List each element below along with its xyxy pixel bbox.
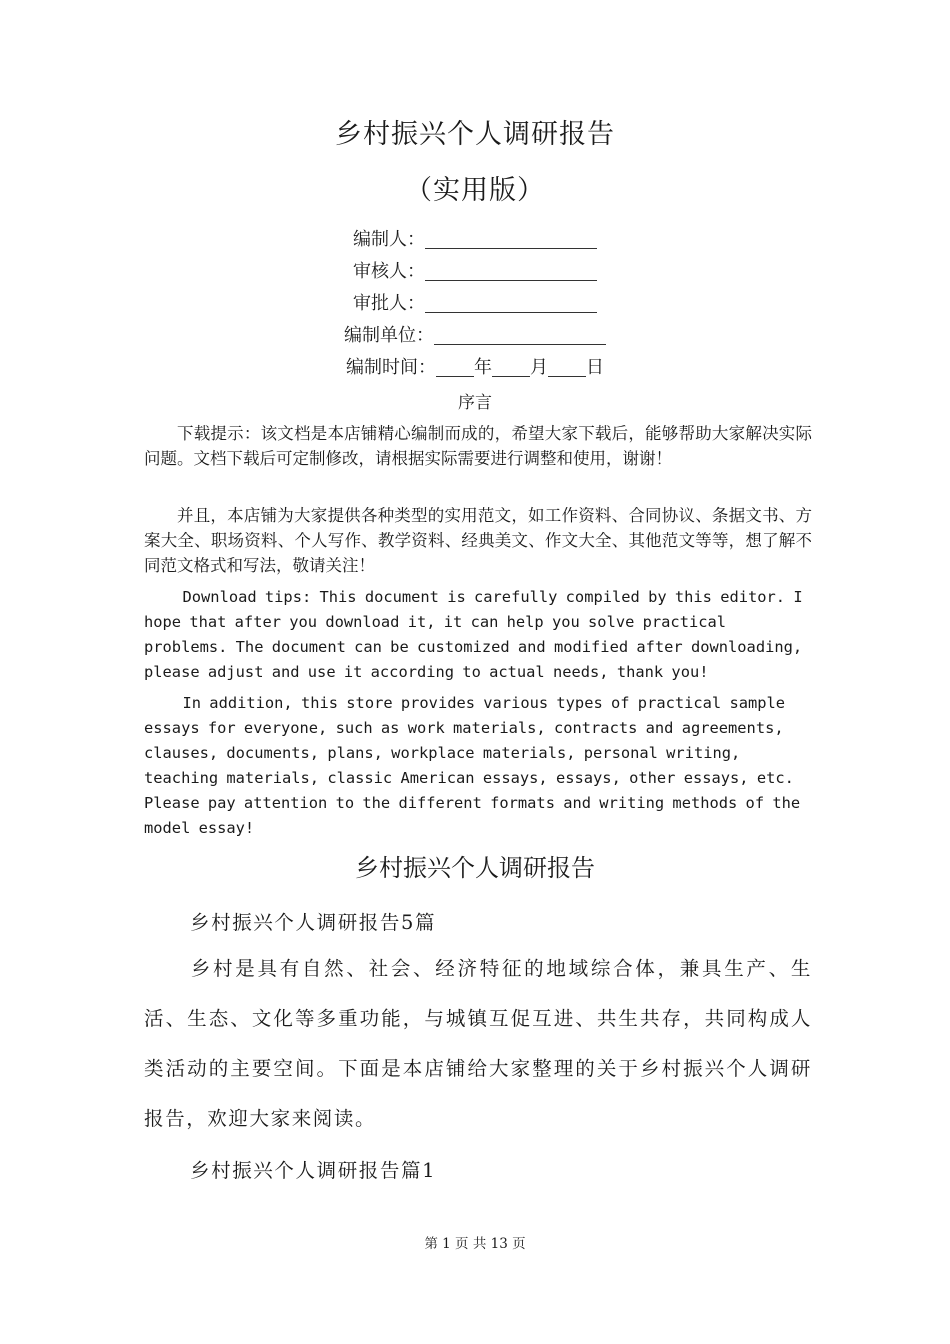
page-footer: 第 1 页 共 13 页 xyxy=(424,1236,526,1252)
preface-title: 序言 xyxy=(458,393,492,413)
time-label: 编制时间： xyxy=(346,357,436,378)
unit-blank xyxy=(434,324,606,345)
approver-row xyxy=(0,288,950,320)
time-row xyxy=(0,352,950,384)
approver-label: 审批人： xyxy=(353,293,425,314)
year-label: 年 xyxy=(474,357,492,378)
reviewer-blank xyxy=(425,260,597,281)
notice-en-1: Download tips: This document is carefully compiled by this editor. I hope that after you download it, it can help you solve practical problems. The document can be customized and modified after downloading, please adjust and use it according to actual needs, thank you! xyxy=(144,588,803,681)
document-subtitle: （实用版） xyxy=(405,175,545,206)
reviewer-label: 审核人： xyxy=(353,261,425,282)
notice-en-2: In addition, this store provides various types of practical sample essays for everyone, such as work materials, contracts and agreements, clauses, documents, plans, workplace materials, personal writing, teaching materials, classic American essays, essays, other essays, etc. Please pay attention to the different formats and writing methods of the model essay! xyxy=(144,694,801,837)
month-label: 月 xyxy=(530,357,548,378)
year-blank xyxy=(436,356,474,377)
day-label: 日 xyxy=(586,357,604,378)
day-blank xyxy=(548,356,586,377)
compiler-row xyxy=(0,224,950,256)
compiler-blank xyxy=(425,228,597,249)
compiler-label: 编制人： xyxy=(353,229,425,250)
notice-cn-2: 并且，本店铺为大家提供各种类型的实用范文，如工作资料、合同协议、条据文书、方案大全、职场资料、个人写作、教学资料、经典美文、作文大全、其他范文等等，想了解不同范文格式和写法，敬请关注！ xyxy=(144,506,812,575)
reviewer-row xyxy=(0,256,950,288)
notice-cn-1: 下载提示：该文档是本店铺精心编制而成的，希望大家下载后，能够帮助大家解决实际问题。文档下载后可定制修改，请根据实际需要进行调整和使用，谢谢！ xyxy=(144,424,812,468)
unit-label: 编制单位： xyxy=(344,325,434,346)
section-title: 乡村振兴个人调研报告 xyxy=(355,854,595,882)
document-title: 乡村振兴个人调研报告 xyxy=(335,119,615,150)
document-meta xyxy=(0,224,950,384)
month-blank xyxy=(492,356,530,377)
approver-blank xyxy=(425,292,597,313)
subhead-article-1: 乡村振兴个人调研报告篇1 xyxy=(190,1159,437,1182)
body-paragraph: 乡村是具有自然、社会、经济特征的地域综合体，兼具生产、生活、生态、文化等多重功能，与城镇互促互进、共生共存，共同构成人类活动的主要空间。下面是本店铺给大家整理的关于乡村振兴个人调研报告，欢迎大家来阅读。 xyxy=(144,957,812,1130)
unit-row xyxy=(0,320,950,352)
subhead-five-articles: 乡村振兴个人调研报告5篇 xyxy=(190,911,437,934)
